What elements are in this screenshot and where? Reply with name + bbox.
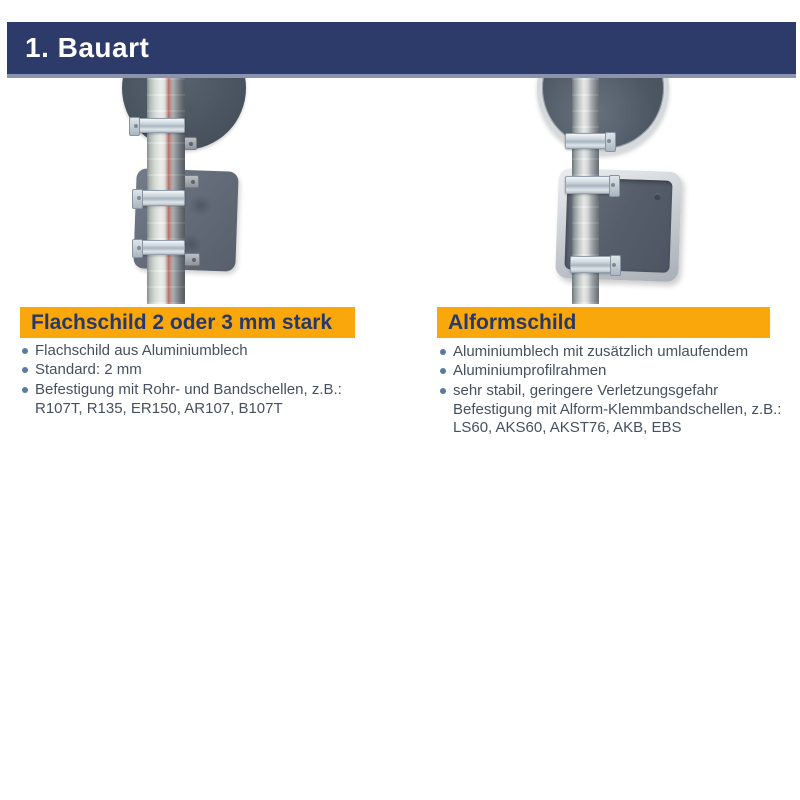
bullet-text: R107T, R135, ER150, AR107, B107T bbox=[35, 399, 283, 417]
slide-header-bar bbox=[7, 22, 796, 78]
list-item-continuation bbox=[21, 400, 421, 419]
list-item-continuation bbox=[439, 419, 800, 438]
heading-flachschild: Flachschild 2 oder 3 mm stark bbox=[20, 307, 355, 338]
bullet-list-alformschild bbox=[439, 343, 800, 438]
bullet-text: Aluminiumblech mit zusätzlich umlaufendem bbox=[453, 343, 749, 360]
bullet-text: Befestigung mit Alform-Klemmbandschellen, z.B.: bbox=[453, 400, 782, 418]
bullet-icon bbox=[22, 348, 28, 354]
bullet-text: LS60, AKS60, AKST76, AKB, EBS bbox=[453, 419, 682, 436]
bullet-icon bbox=[440, 388, 446, 394]
bullet-text: Standard: 2 mm bbox=[35, 360, 142, 378]
alformschild-photo bbox=[510, 78, 710, 304]
list-item-continuation bbox=[439, 401, 800, 420]
list-item bbox=[439, 382, 800, 401]
bullet-list-flachschild bbox=[21, 342, 421, 418]
bullet-text: Befestigung mit Rohr- und Bandschellen, z.B.: bbox=[35, 381, 342, 398]
clamp-band bbox=[565, 133, 613, 149]
pipe-clamp bbox=[135, 190, 185, 206]
list-item bbox=[439, 362, 800, 381]
bullet-text: Flachschild aus Aluminiumblech bbox=[35, 342, 248, 359]
pipe-clamp bbox=[132, 118, 185, 133]
panel-shadow-smudge bbox=[183, 190, 218, 221]
list-item bbox=[21, 342, 421, 361]
list-item bbox=[21, 361, 421, 380]
bullet-icon bbox=[22, 367, 28, 373]
alform-clamp bbox=[570, 256, 618, 273]
list-item bbox=[21, 381, 421, 400]
bullet-icon bbox=[22, 387, 28, 393]
flachschild-photo bbox=[90, 78, 290, 304]
page-title: 1. Bauart bbox=[25, 32, 150, 63]
bullet-text: sehr stabil, geringere Verletzungsgefahr bbox=[453, 382, 719, 399]
alform-clamp bbox=[565, 176, 617, 194]
bullet-icon bbox=[440, 349, 446, 355]
bullet-icon bbox=[440, 368, 446, 374]
pipe-clamp bbox=[135, 240, 185, 255]
list-item bbox=[439, 343, 800, 362]
heading-alformschild: Alformschild bbox=[437, 307, 770, 338]
bullet-text: Aluminiumprofilrahmen bbox=[453, 361, 607, 379]
